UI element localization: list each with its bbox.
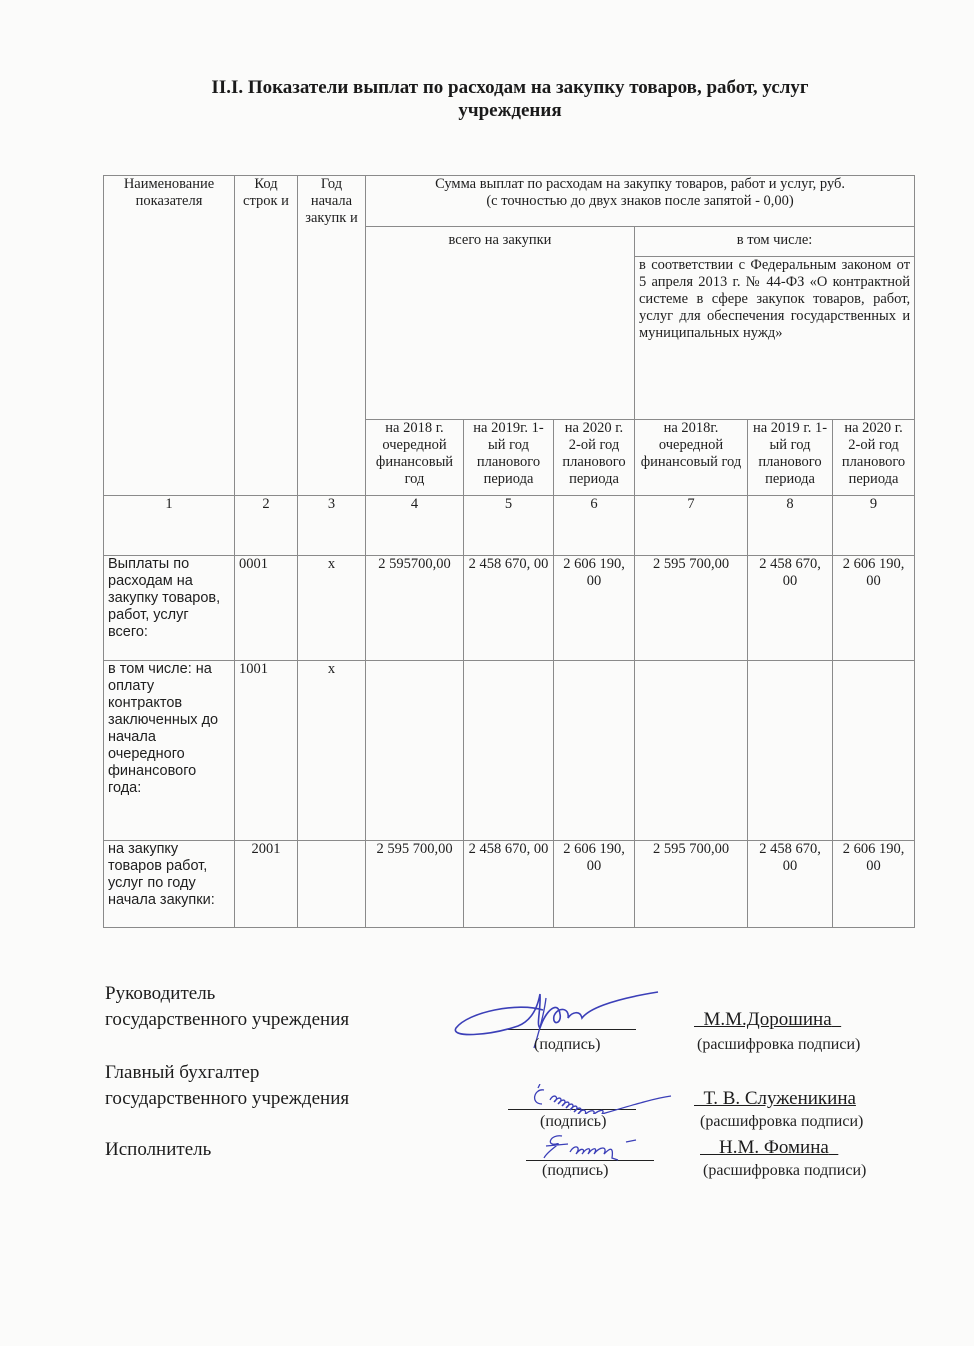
header-period-2: на 2019г. 1-ый год планового периода bbox=[464, 420, 554, 496]
header-sum bbox=[366, 176, 915, 227]
procurement-payments-table bbox=[103, 175, 915, 928]
accountant-sign-caption: (подпись) bbox=[540, 1113, 607, 1130]
accountant-role-line-1: Главный бухгалтер bbox=[105, 1062, 260, 1083]
head-name bbox=[694, 1008, 841, 1032]
header-code: Код строк и bbox=[235, 176, 298, 496]
column-number: 3 bbox=[298, 496, 366, 556]
row-value: 2 606 190, 00 bbox=[554, 556, 635, 661]
row-code: 0001 bbox=[235, 556, 298, 661]
row-name: на закупку товаров работ, услуг по году начала закупки: bbox=[104, 841, 235, 928]
row-year: х bbox=[298, 556, 366, 661]
column-numbers-row bbox=[104, 496, 915, 556]
row-value: 2 595 700,00 bbox=[635, 556, 748, 661]
column-number: 1 bbox=[104, 496, 235, 556]
header-period-3: на 2020 г. 2-ой год планового периода bbox=[554, 420, 635, 496]
row-year: х bbox=[298, 661, 366, 841]
row-value: 2 458 670, 00 bbox=[464, 841, 554, 928]
table-row bbox=[104, 841, 915, 928]
executor-sign-caption: (подпись) bbox=[542, 1162, 609, 1179]
header-sum-line-2: (с точностью до двух знаков после запятой - 0,00) bbox=[486, 193, 794, 209]
row-value: 2 458 670, 00 bbox=[748, 841, 833, 928]
header-period-6: на 2020 г. 2-ой год планового периода bbox=[833, 420, 915, 496]
table-row bbox=[104, 661, 915, 841]
column-number: 8 bbox=[748, 496, 833, 556]
row-value: 2 458 670, 00 bbox=[748, 556, 833, 661]
row-value bbox=[554, 661, 635, 841]
accountant-name-text: Т. В. Служеникина bbox=[703, 1088, 856, 1109]
head-role-line-2: государственного учреждения bbox=[105, 1009, 350, 1030]
row-year bbox=[298, 841, 366, 928]
row-code: 2001 bbox=[235, 841, 298, 928]
table-row bbox=[104, 556, 915, 661]
executor-name bbox=[700, 1136, 838, 1160]
row-value: 2 458 670, 00 bbox=[464, 556, 554, 661]
header-period-4: на 2018г. очередной финансовый год bbox=[635, 420, 748, 496]
row-value: 2 606 190, 00 bbox=[833, 841, 915, 928]
row-value: 2 606 190, 00 bbox=[554, 841, 635, 928]
executor-name-caption: (расшифровка подписи) bbox=[703, 1162, 867, 1179]
column-number: 7 bbox=[635, 496, 748, 556]
column-number: 4 bbox=[366, 496, 464, 556]
row-value: 2 606 190, 00 bbox=[833, 556, 915, 661]
handwritten-signature-icon bbox=[540, 1132, 670, 1162]
header-sum-line-1: Сумма выплат по расходам на закупку товаров, работ и услуг, руб. bbox=[435, 176, 846, 192]
head-name-caption: (расшифровка подписи) bbox=[697, 1036, 861, 1053]
column-number: 2 bbox=[235, 496, 298, 556]
column-number: 5 bbox=[464, 496, 554, 556]
header-period-5: на 2019 г. 1-ый год планового периода bbox=[748, 420, 833, 496]
row-value: 2 595 700,00 bbox=[366, 841, 464, 928]
head-name-text: М.М.Дорошина bbox=[703, 1009, 832, 1030]
row-name: Выплаты по расходам на закупку товаров, работ, услуг всего: bbox=[104, 556, 235, 661]
row-value: 2 595 700,00 bbox=[635, 841, 748, 928]
header-period-1: на 2018 г. очередной финансовый год bbox=[366, 420, 464, 496]
title-line-2: учреждения bbox=[458, 100, 562, 121]
row-code: 1001 bbox=[235, 661, 298, 841]
row-name: в том числе: на оплату контрактов заключенных до начала очередного финансового года: bbox=[104, 661, 235, 841]
document-title bbox=[100, 76, 920, 122]
accountant-role-line-2: государственного учреждения bbox=[105, 1088, 350, 1109]
executor-role-line-1: Исполнитель bbox=[105, 1139, 212, 1160]
head-role-line-1: Руководитель bbox=[105, 983, 216, 1004]
header-total: всего на закупки bbox=[366, 227, 635, 420]
header-year: Год начала закупк и bbox=[298, 176, 366, 496]
accountant-name bbox=[694, 1087, 856, 1111]
row-value bbox=[366, 661, 464, 841]
row-value: 2 595700,00 bbox=[366, 556, 464, 661]
accountant-name-caption: (расшифровка подписи) bbox=[700, 1113, 864, 1130]
header-law-44: в соответствии с Федеральным законом от 5 апреля 2013 г. № 44-ФЗ «О контрактной системе в сфере закупок товаров, работ, услуг для обеспечения государственных и муниципальных нужд» bbox=[635, 257, 915, 420]
executor-name-text: Н.М. Фомина bbox=[719, 1137, 829, 1158]
header-name: Наименование показателя bbox=[104, 176, 235, 496]
column-number: 6 bbox=[554, 496, 635, 556]
column-number: 9 bbox=[833, 496, 915, 556]
title-line-1: II.I. Показатели выплат по расходам на закупку товаров, работ, услуг bbox=[211, 77, 809, 98]
row-value bbox=[833, 661, 915, 841]
head-sign-caption: (подпись) bbox=[534, 1036, 601, 1053]
row-value bbox=[464, 661, 554, 841]
header-including: в том числе: bbox=[635, 227, 915, 257]
handwritten-signature-icon bbox=[526, 1084, 686, 1114]
row-value bbox=[635, 661, 748, 841]
row-value bbox=[748, 661, 833, 841]
